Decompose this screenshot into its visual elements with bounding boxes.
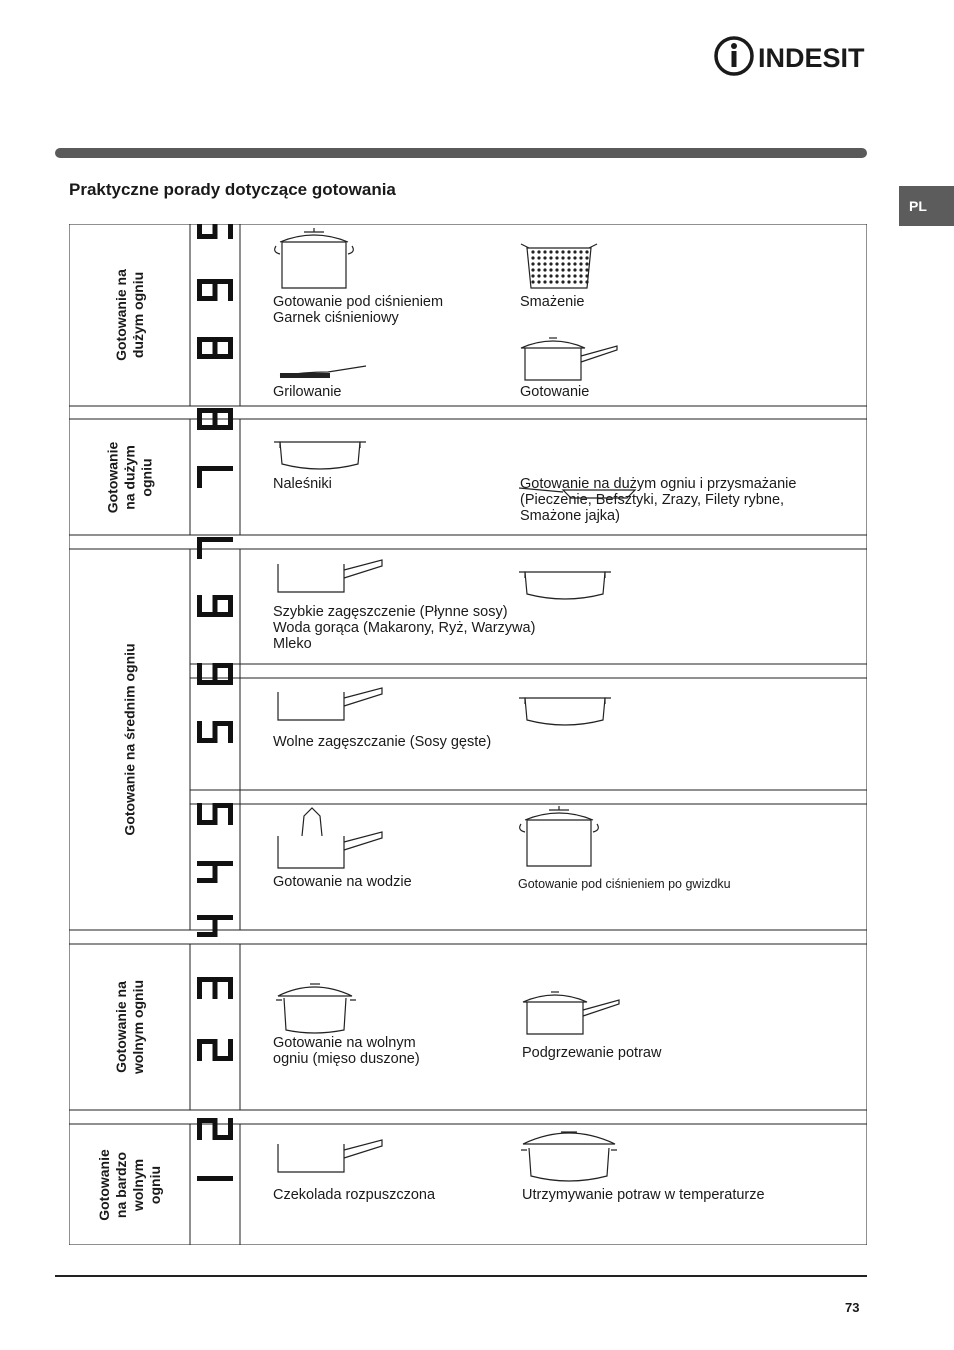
lidded-saucepan-icon	[523, 992, 619, 1034]
category-label-line: dużym ogniu	[129, 271, 146, 359]
category-label	[95, 1149, 163, 1221]
item-label	[273, 384, 342, 400]
item-label	[273, 476, 332, 492]
lidded-saucepan-icon	[521, 338, 617, 380]
pot-with-handles-icon	[274, 442, 366, 469]
category-label-line: na dużym	[120, 444, 137, 510]
item-label	[273, 294, 443, 326]
item-label	[520, 384, 589, 400]
category-label-line: Gotowanie	[103, 441, 120, 513]
display-digit	[197, 915, 233, 937]
category-label	[113, 980, 147, 1074]
item-label-line: Gotowanie	[520, 384, 590, 400]
category-label-line: ogniu	[137, 457, 154, 497]
display-digit	[197, 803, 233, 825]
item-label-line: Smażone jajka)	[520, 508, 620, 524]
item-label-line: Utrzymywanie potraw w temperaturze	[522, 1187, 765, 1203]
display-digit	[197, 595, 233, 617]
burner-level-display	[197, 1118, 233, 1181]
display-digit	[197, 466, 233, 488]
display-digit	[197, 337, 233, 359]
item-label-line: Gotowanie na dużym ogniu i przysmażanie	[520, 476, 797, 492]
item-label	[273, 874, 412, 890]
display-digit	[197, 224, 233, 239]
item-label-line: Gotowanie pod ciśnieniem po gwizdku	[518, 877, 731, 891]
saucepan-icon	[278, 1140, 382, 1172]
item-label-line: Grilowanie	[273, 384, 342, 400]
item-label-line: Gotowanie na wodzie	[273, 874, 412, 890]
category-label-line: Gotowanie na	[112, 981, 129, 1073]
burner-level-display	[197, 915, 233, 1061]
lidded-pot-icon	[276, 984, 356, 1033]
item-label-line: Naleśniki	[273, 476, 332, 492]
pot-with-handles-icon	[519, 572, 611, 599]
item-label	[522, 1045, 661, 1061]
display-digit	[197, 1039, 233, 1061]
category-label-line: Gotowanie na	[112, 269, 129, 361]
deep-fryer-basket-icon	[521, 244, 597, 288]
page-title: Praktyczne porady dotyczące gotowania	[69, 180, 396, 199]
item-label-line: Szybkie zagęszczenie (Płynne sosy)	[273, 604, 508, 620]
item-label-line: Smażenie	[520, 294, 585, 310]
display-digit	[197, 721, 233, 743]
item-label	[522, 1187, 765, 1203]
category-label-line: na bardzo	[112, 1151, 129, 1218]
double-boiler-icon	[278, 808, 382, 868]
display-digit	[197, 977, 233, 999]
category-label	[121, 643, 138, 835]
pot-with-handles-icon	[519, 698, 611, 725]
item-label	[273, 604, 535, 652]
item-label	[518, 876, 731, 892]
display-digit	[197, 537, 233, 559]
item-label-line: (Pieczenie, Befsztyki, Zrazy, Filety rybne,	[520, 492, 785, 508]
category-label	[112, 269, 146, 361]
item-label	[273, 1187, 435, 1203]
item-label-line: Czekolada rozpuszczona	[273, 1187, 436, 1203]
burner-level-display	[197, 803, 233, 883]
header-rule	[55, 148, 867, 158]
display-digit	[197, 279, 233, 301]
item-label	[520, 476, 796, 524]
pressure-cooker-icon	[520, 806, 599, 866]
item-label-line: Wolne zagęszczanie (Sosy gęste)	[273, 734, 492, 750]
page-number: 73	[845, 1300, 860, 1315]
item-label-line: Podgrzewanie potraw	[522, 1045, 662, 1061]
brand-name: INDESIT	[758, 43, 865, 73]
burner-level-display	[197, 408, 233, 488]
category-label-line: Gotowanie na średnim ogniu	[121, 643, 138, 836]
item-label	[273, 734, 491, 750]
lidded-casserole-icon	[521, 1132, 617, 1181]
burner-level-display	[197, 224, 233, 359]
category-label-line: wolnym	[129, 1158, 146, 1211]
category-label	[104, 441, 155, 513]
grill-pan-icon	[280, 366, 366, 378]
saucepan-icon	[278, 560, 382, 592]
category-label-line: Gotowanie	[95, 1148, 112, 1221]
display-digit	[197, 663, 233, 685]
item-label	[520, 294, 584, 310]
display-digit	[197, 1118, 233, 1140]
item-label-line: Gotowanie pod ciśnieniem	[273, 294, 444, 310]
language-tab: PL	[899, 186, 954, 226]
display-digit	[197, 861, 233, 883]
category-label-line: ogniu	[146, 1165, 163, 1204]
item-label-line: Gotowanie na wolnym	[273, 1035, 416, 1051]
item-label-line: Mleko	[273, 636, 312, 652]
item-label-line: ogniu (mięso duszone)	[273, 1051, 420, 1067]
display-digit	[197, 1176, 233, 1181]
pressure-cooker-icon	[275, 228, 354, 288]
item-label-line: Woda gorąca (Makarony, Ryż, Warzywa)	[273, 620, 536, 636]
indesit-logo	[712, 34, 872, 78]
saucepan-icon	[278, 688, 382, 720]
item-label-line: Garnek ciśnieniowy	[273, 310, 399, 326]
category-label-line: wolnym ogniu	[129, 979, 146, 1075]
footer-rule	[55, 1275, 867, 1277]
item-label	[273, 1035, 420, 1067]
burner-level-display	[197, 663, 233, 743]
